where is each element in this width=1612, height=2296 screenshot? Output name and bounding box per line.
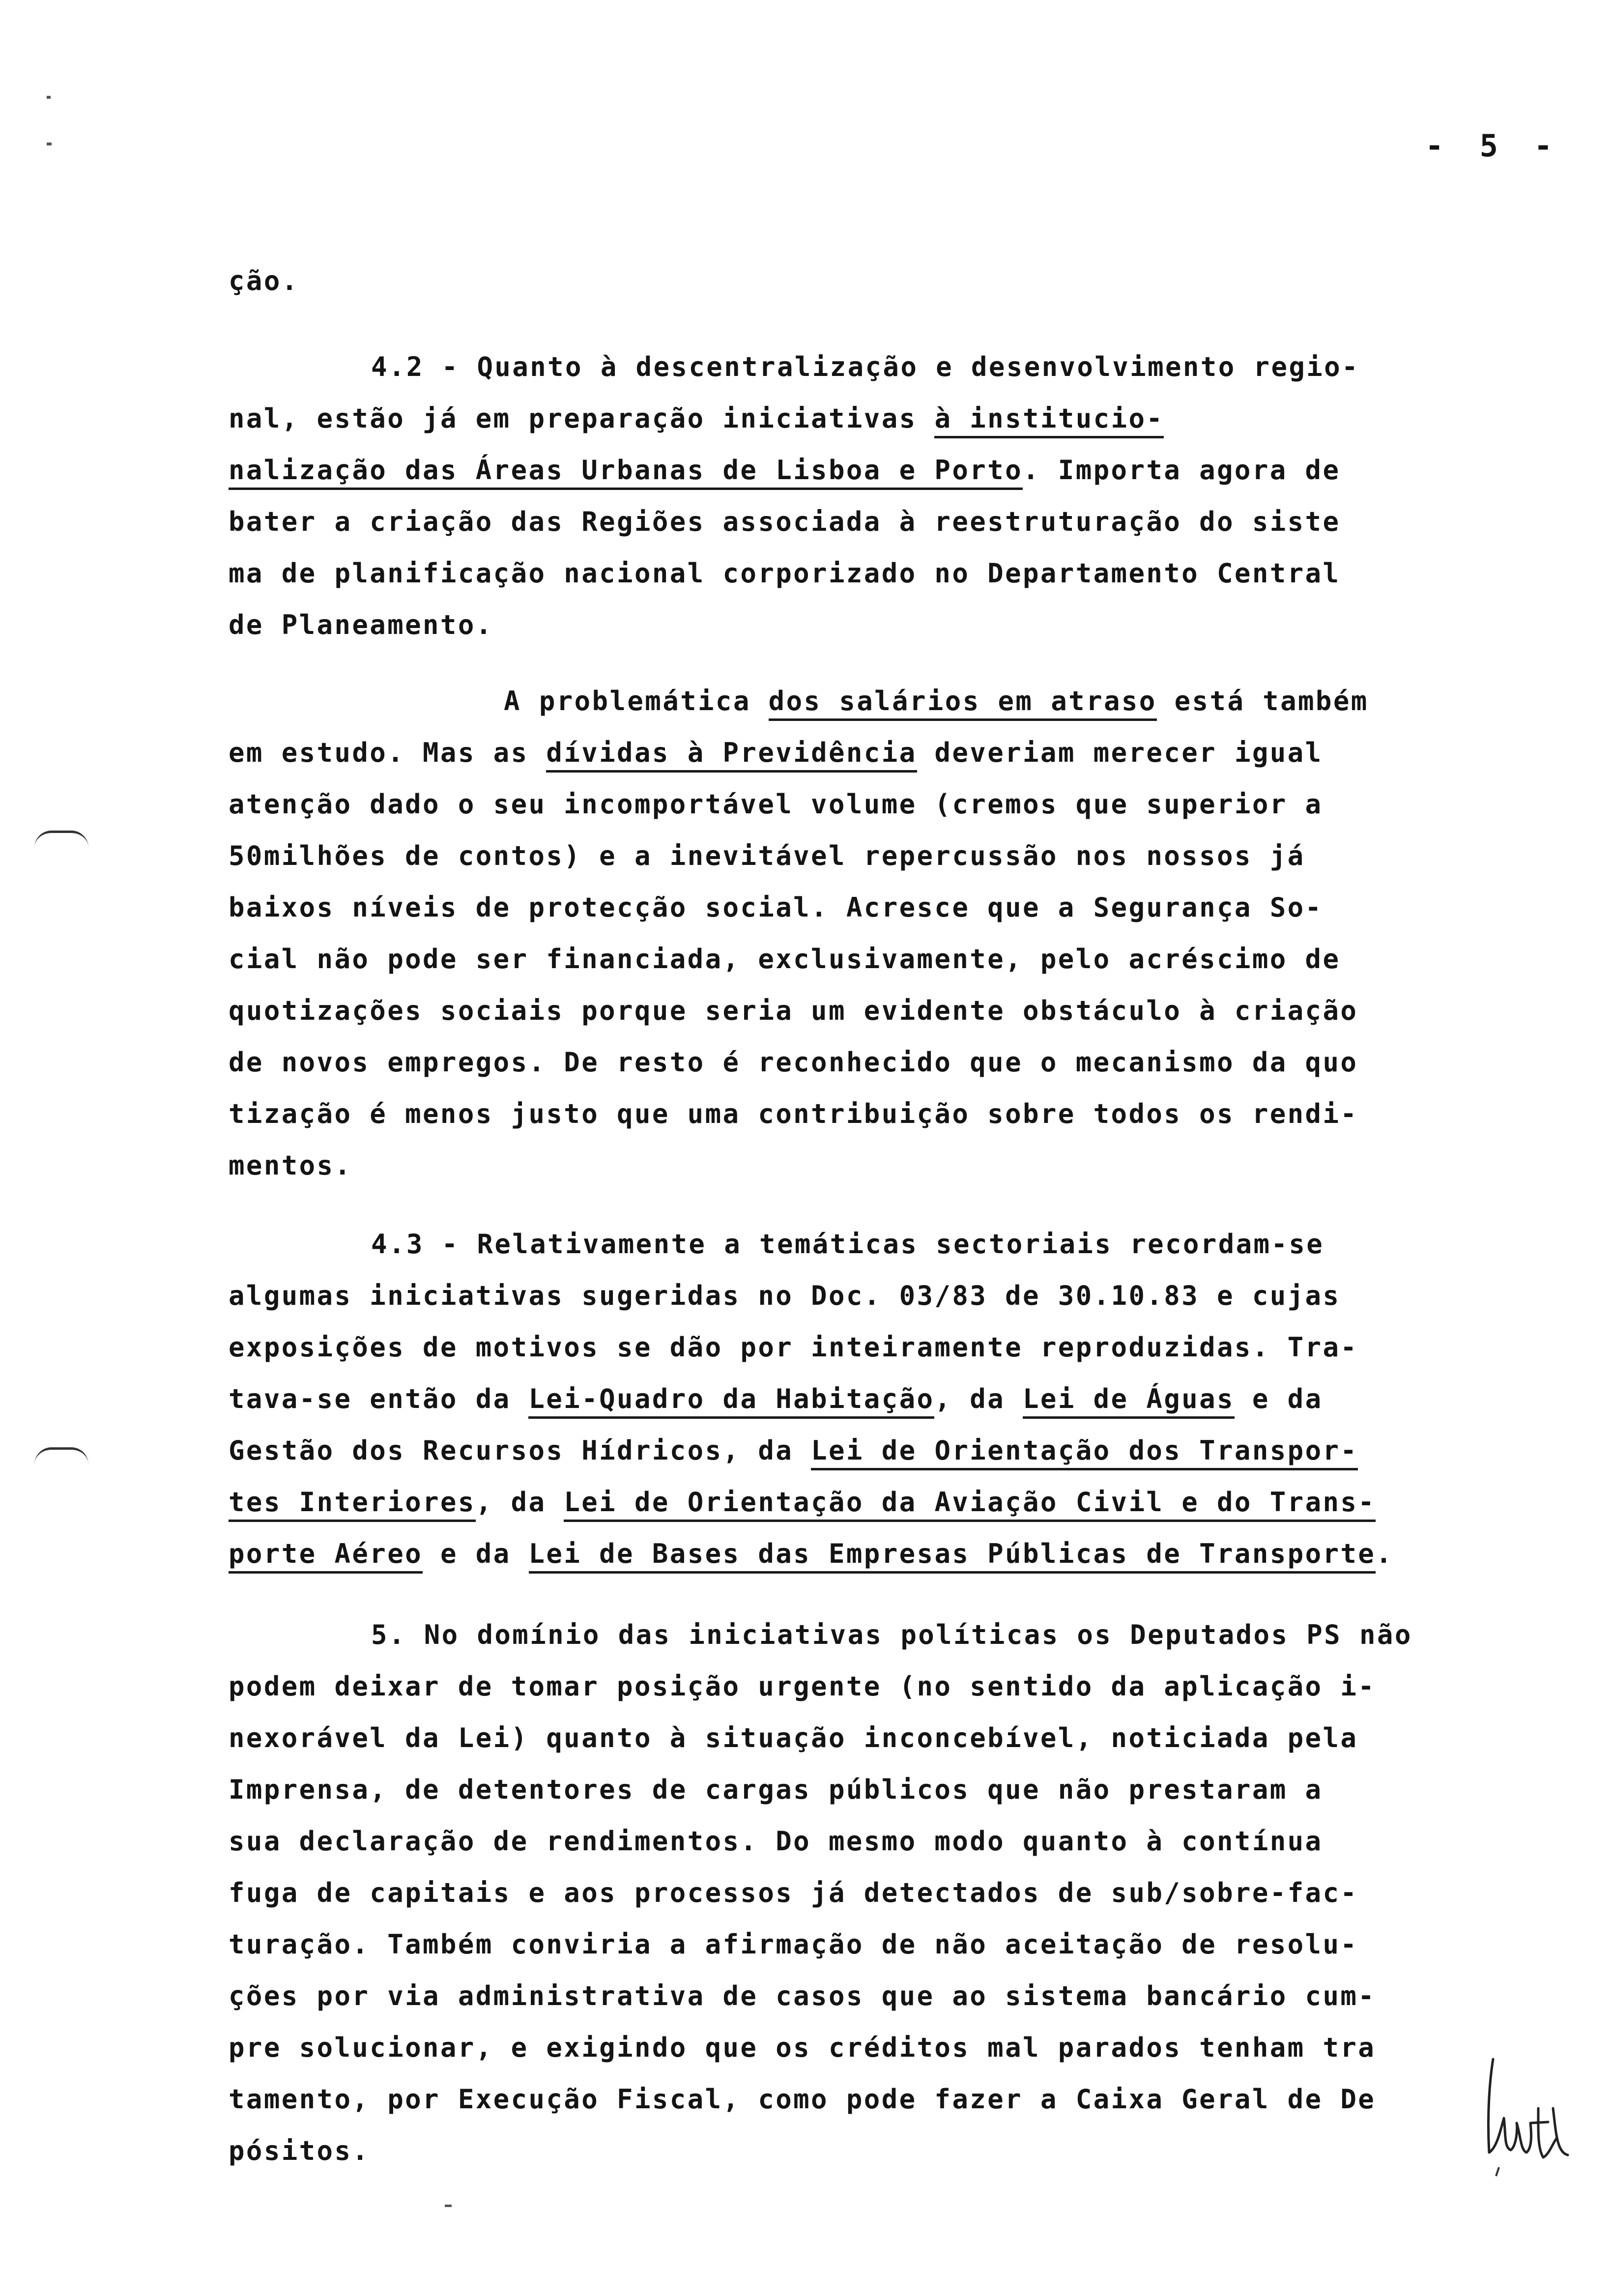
text-segment: . Importa agora de [1022, 455, 1341, 486]
text-segment: 50milhões de contos) e a inevitável repercussão nos nossos já [229, 840, 1305, 871]
text-segment: nexorável da Lei) quanto à situação inconcebível, noticiada pela [229, 1722, 1358, 1753]
text-segment: atenção dado o seu incomportável volume (cremos que superior a [229, 789, 1323, 820]
text-line [229, 609, 493, 640]
text-line [229, 1437, 1358, 1464]
text-segment: tava-se então da [229, 1383, 529, 1414]
underlined-text: à institucio- [934, 403, 1164, 438]
text-line [229, 1673, 1376, 1700]
scan-speck [445, 2205, 452, 2207]
margin-mark [34, 1447, 88, 1464]
text-line [229, 995, 1358, 1026]
underlined-text: Lei de Orientação dos Transpor- [811, 1435, 1358, 1470]
margin-mark [34, 831, 88, 848]
text-line [504, 688, 1369, 715]
text-line [229, 1049, 1358, 1076]
signature [1469, 2049, 1573, 2177]
text-line [229, 840, 1305, 871]
text-segment: está também [1156, 686, 1369, 717]
text-segment: 4.2 - Quanto à descentralização e desenvolvimento regio- [371, 351, 1360, 382]
text-segment: , da [934, 1383, 1023, 1414]
text-segment: quotizações sociais porque seria um evidente obstáculo à criação [229, 995, 1358, 1026]
page-number: - 5 - [1425, 128, 1561, 164]
text-segment: 4.3 - Relativamente a temáticas sectoriais recordam-se [371, 1229, 1324, 1260]
text-line [229, 1774, 1323, 1805]
text-segment: tamento, por Execução Fiscal, como pode fazer a Caixa Geral de De [229, 2084, 1376, 2115]
text-line [371, 1619, 1412, 1650]
text-line [229, 457, 1340, 484]
text-line [229, 560, 1340, 587]
text-segment: ção. [229, 265, 299, 296]
text-segment: cial não pode ser financiada, exclusivamente, pelo acréscimo de [229, 944, 1341, 975]
text-segment: . [1376, 1538, 1394, 1569]
text-line [229, 1098, 1358, 1129]
text-segment: Gestão dos Recursos Hídricos, da [229, 1435, 811, 1466]
underlined-text: porte Aéreo [229, 1538, 423, 1574]
text-line [229, 1383, 1323, 1414]
text-segment: 5. No domínio das iniciativas políticas os Deputados PS não [371, 1619, 1412, 1650]
underlined-text: tes Interiores [229, 1487, 476, 1522]
text-segment: de novos empregos. De resto é reconhecido que o mecanismo da quo [229, 1047, 1358, 1078]
text-segment: ma de planificação nacional corporizado no Departamento Central [229, 558, 1341, 589]
underlined-text: Lei de Bases das Empresas Públicas de Transporte [529, 1538, 1376, 1574]
text-segment: nal, estão já em preparação iniciativas [229, 403, 935, 434]
text-segment: Imprensa, de detentores de cargas públicos que não prestaram a [229, 1774, 1323, 1805]
text-segment: fuga de capitais e aos processos já detectados de sub/sobre-fac- [229, 1877, 1358, 1908]
text-line [229, 1722, 1358, 1753]
text-segment: turação. Também conviria a afirmação de não aceitação de resolu- [229, 1929, 1358, 1960]
text-segment: baixos níveis de protecção social. Acresce que a Segurança So- [229, 892, 1323, 923]
text-line [371, 1231, 1324, 1258]
underlined-text: Lei de Orientação da Aviação Civil e do Trans- [564, 1487, 1376, 1522]
text-line [229, 1980, 1376, 2011]
text-segment: e da [1234, 1383, 1323, 1414]
text-segment: exposições de motivos se dão por inteiramente reproduzidas. Tra- [229, 1332, 1358, 1363]
text-segment: e da [423, 1538, 529, 1569]
text-line [229, 1828, 1323, 1855]
text-line [229, 894, 1323, 921]
text-segment: ções por via administrativa de casos que ao sistema bancário cum- [229, 1980, 1376, 2011]
underlined-text: Lei de Águas [1023, 1383, 1235, 1419]
text-segment: algumas iniciativas sugeridas no Doc. 03/83 de 30.10.83 e cujas [229, 1280, 1341, 1311]
text-segment: em estudo. Mas as [229, 737, 547, 768]
scan-speck [47, 143, 52, 145]
text-line [229, 265, 299, 296]
text-line [229, 2086, 1376, 2113]
text-segment: bater a criação das Regiões associada à reestruturação do siste [229, 506, 1341, 537]
text-segment: de Planeamento. [229, 609, 493, 640]
text-segment: deveriam merecer igual [917, 737, 1323, 768]
text-segment: pósitos. [229, 2135, 370, 2166]
text-line [229, 2032, 1376, 2063]
text-segment: pre solucionar, e exigindo que os créditos mal parados tenham tra [229, 2032, 1376, 2063]
underlined-text: dos salários em atraso [769, 686, 1157, 721]
text-line [229, 1280, 1341, 1311]
text-line [229, 1152, 352, 1179]
text-segment: podem deixar de tomar posição urgente (no sentido da aplicação i- [229, 1671, 1376, 1702]
underlined-text: dívidas à Previdência [546, 737, 917, 773]
text-line [229, 791, 1323, 818]
underlined-text: Lei-Quadro da Habitação [528, 1383, 934, 1419]
text-line [371, 351, 1360, 382]
text-line [229, 2135, 370, 2166]
text-segment: mentos. [229, 1150, 352, 1181]
text-line [229, 946, 1340, 973]
text-segment: tização é menos justo que uma contribuição sobre todos os rendi- [229, 1098, 1358, 1129]
text-line [229, 737, 1323, 768]
text-line [229, 1489, 1376, 1516]
text-line [229, 1538, 1394, 1569]
scan-speck [47, 96, 51, 99]
text-line [229, 506, 1341, 537]
text-line [229, 405, 1164, 432]
text-line [229, 1334, 1358, 1361]
text-segment: sua declaração de rendimentos. Do mesmo modo quanto à contínua [229, 1826, 1323, 1857]
text-line [229, 1931, 1358, 1958]
text-segment: A problemática [504, 686, 769, 717]
underlined-text: nalização das Áreas Urbanas de Lisboa e Porto [229, 455, 1023, 490]
text-segment: , da [475, 1487, 564, 1518]
text-line [229, 1877, 1358, 1908]
